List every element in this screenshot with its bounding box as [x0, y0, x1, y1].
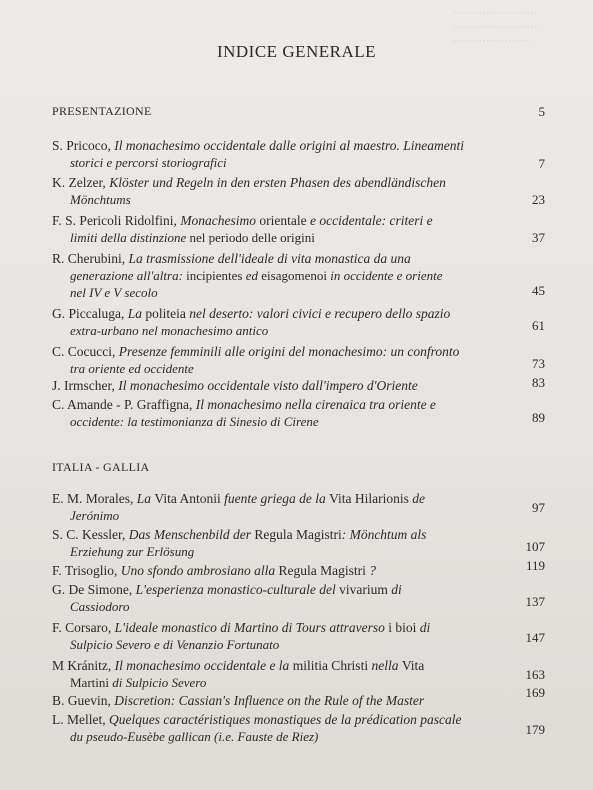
entry-author: G. Piccaluga, — [52, 306, 128, 321]
entry-author: E. M. Morales, — [52, 491, 137, 506]
entry-author: C. Amande - P. Graffigna, — [52, 397, 196, 412]
toc-entry: S. C. Kessler, Das Menschenbild der Regula Magistri: Mönchtum als Erziehung zur Erlösung — [52, 527, 427, 559]
entry-title-cont: Mönchtums — [70, 192, 131, 207]
entry-author: R. Cherubini, — [52, 251, 129, 266]
toc-entry: F. S. Pericoli Ridolfini, Monachesimo orientale e occidentale: criteri e limiti della distinzione nel periodo delle origini — [52, 213, 433, 245]
entry-title: Il monachesimo occidentale dalle origini al maestro. Lineamenti — [114, 138, 464, 153]
page-number: 179 — [525, 722, 545, 737]
entry-author: F. Trisoglio, — [52, 563, 121, 578]
page-number: 107 — [525, 539, 545, 554]
toc-entry: B. Guevin, Discretion: Cassian's Influence on the Rule of the Master — [52, 693, 425, 708]
toc-entry: F. Corsaro, L'ideale monastico di Martino di Tours attraverso i bioi di Sulpicio Severo e di Venanzio Fortunato — [52, 620, 431, 652]
page-number: 5 — [538, 104, 545, 119]
entry-author: F. S. Pericoli Ridolfini, — [52, 213, 181, 228]
toc-entry: G. Piccaluga, La politeia nel deserto: valori civici e recupero dello spazio extra-urbano nel monachesimo antico — [52, 306, 451, 338]
toc-entry: E. M. Morales, La Vita Antonii fuente griega de la Vita Hilarionis de Jerónimo — [52, 491, 426, 523]
entry-author: B. Guevin, — [52, 693, 115, 708]
entry-author: G. De Simone, — [52, 582, 136, 597]
page-number: 83 — [532, 375, 545, 390]
page-number: 163 — [525, 667, 545, 682]
toc-entry — [52, 174, 500, 208]
bleed-through-text: ⋯⋯⋯⋯⋯⋯⋯⋯ ⋯⋯⋯⋯⋯⋯⋯⋯ ⋯⋯⋯⋯⋯⋯⋯ — [453, 7, 541, 47]
toc-entry: R. Cherubini, La trasmissione dell'ideale di vita monastica da una generazione all'altra: incipientes ed eisagomenoi in occidente e oriente nel IV e V secolo — [52, 251, 443, 300]
page-number: 45 — [532, 283, 545, 298]
section-heading-presentazione: PRESENTAZIONE — [52, 104, 152, 118]
entry-author: C. Cocucci, — [52, 344, 119, 359]
page-title: INDICE GENERALE — [216, 42, 377, 61]
entry-author: K. Zelzer, — [52, 175, 110, 190]
entry-author: F. Corsaro, — [52, 620, 115, 635]
toc-entry: M Kránitz, Il monachesimo occidentale e la militia Christi nella Vita Martini di Sulpicio Severo — [52, 658, 425, 690]
toc-entry: C. Amande - P. Graffigna, Il monachesimo nella cirenaica tra oriente e occidente: la testimonianza di Sinesio di Cirene — [52, 397, 436, 429]
toc-entry: L. Mellet, Quelques caractéristiques monastiques de la prédication pascale du pseudo-Eusèbe gallican (i.e. Fauste de Riez) — [52, 712, 462, 744]
page-number: 7 — [538, 156, 545, 171]
page-number: 89 — [532, 410, 545, 425]
page-number: 61 — [532, 318, 545, 333]
page-number: 97 — [532, 500, 545, 515]
page-number: 169 — [525, 685, 545, 700]
page-number: 119 — [525, 558, 545, 573]
section-heading-italia-gallia: ITALIA - GALLIA — [52, 460, 150, 474]
page-number: 23 — [532, 192, 545, 207]
entry-author: J. Irmscher, — [52, 378, 119, 393]
page-number: 137 — [525, 594, 545, 609]
page-number: 37 — [532, 230, 545, 245]
page-number: 73 — [532, 356, 545, 371]
entry-author: L. Mellet, — [52, 712, 109, 727]
entry-author: S. C. Kessler, — [52, 527, 129, 542]
entry-title-cont: storici e percorsi storiografici — [70, 155, 227, 170]
entry-title: Klöster und Regeln in den ersten Phasen des abendländischen — [109, 175, 446, 190]
toc-entry: J. Irmscher, Il monachesimo occidentale visto dall'impero d'Oriente — [52, 378, 418, 393]
entry-author: M Kránitz, — [52, 658, 115, 673]
toc-entry: G. De Simone, L'esperienza monastico-culturale del vivarium di Cassiodoro — [52, 582, 402, 614]
page-number: 147 — [525, 630, 545, 645]
toc-entry: F. Trisoglio, Uno sfondo ambrosiano alla Regula Magistri ? — [52, 563, 376, 578]
toc-entry: C. Cocucci, Presenze femminili alle origini del monachesimo: un confronto tra oriente ed occidente — [52, 344, 460, 376]
entry-author: S. Pricoco, — [52, 138, 115, 153]
toc-entry — [52, 137, 500, 171]
